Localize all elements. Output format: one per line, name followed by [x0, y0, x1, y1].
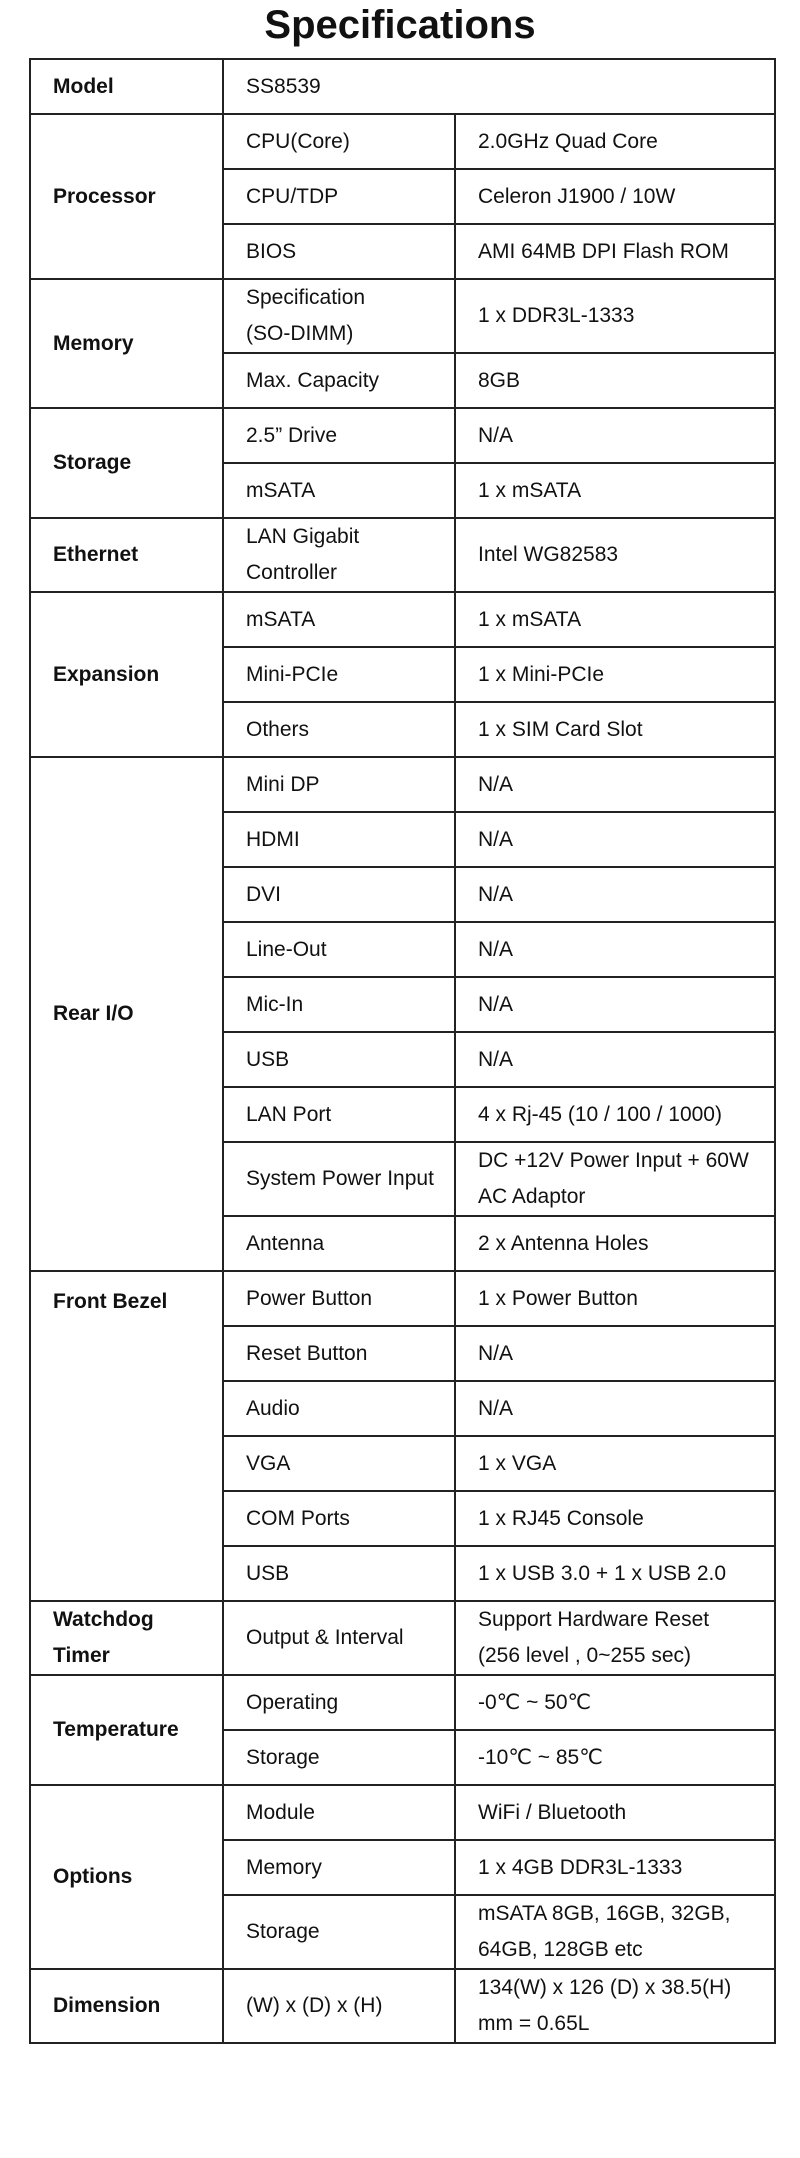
spec-label-cell: Operating — [223, 1675, 455, 1730]
category-cell-storage: Storage — [30, 408, 223, 518]
spec-value-cell: N/A — [455, 812, 775, 867]
spec-label-cell: Output & Interval — [223, 1601, 455, 1675]
spec-value-cell: WiFi / Bluetooth — [455, 1785, 775, 1840]
spec-label-cell: BIOS — [223, 224, 455, 279]
spec-value-cell: Support Hardware Reset (256 level , 0~255 sec) — [455, 1601, 775, 1675]
spec-label-cell: Module — [223, 1785, 455, 1840]
spec-label-cell: (W) x (D) x (H) — [223, 1969, 455, 2043]
spec-value-cell: 1 x mSATA — [455, 463, 775, 518]
spec-label-cell: Max. Capacity — [223, 353, 455, 408]
category-cell-model: Model — [30, 59, 223, 114]
spec-label-cell: COM Ports — [223, 1491, 455, 1546]
spec-label-cell: HDMI — [223, 812, 455, 867]
spec-label-cell: LAN Gigabit Controller — [223, 518, 455, 592]
category-cell-dimension: Dimension — [30, 1969, 223, 2043]
spec-label-cell: mSATA — [223, 463, 455, 518]
spec-value-cell: -10℃ ~ 85℃ — [455, 1730, 775, 1785]
category-cell-processor: Processor — [30, 114, 223, 279]
spec-label-cell: System Power Input — [223, 1142, 455, 1216]
spec-value-cell: N/A — [455, 1381, 775, 1436]
spec-value-cell: 1 x DDR3L-1333 — [455, 279, 775, 353]
spec-value-cell: 1 x SIM Card Slot — [455, 702, 775, 757]
spec-value-cell: 4 x Rj-45 (10 / 100 / 1000) — [455, 1087, 775, 1142]
spec-value-cell: -0℃ ~ 50℃ — [455, 1675, 775, 1730]
specifications-table — [29, 58, 776, 2044]
spec-value-cell: 1 x 4GB DDR3L-1333 — [455, 1840, 775, 1895]
spec-label-cell: Power Button — [223, 1271, 455, 1326]
spec-value-cell: 8GB — [455, 353, 775, 408]
spec-label-cell: Others — [223, 702, 455, 757]
table-row — [30, 1271, 775, 1326]
spec-label-cell: Mini DP — [223, 757, 455, 812]
table-row — [30, 757, 775, 812]
table-row — [30, 114, 775, 169]
spec-label-cell: Storage — [223, 1895, 455, 1969]
spec-value-cell: N/A — [455, 1326, 775, 1381]
spec-label-cell: VGA — [223, 1436, 455, 1491]
table-row — [30, 1969, 775, 2043]
spec-label-cell: LAN Port — [223, 1087, 455, 1142]
spec-label-cell: Storage — [223, 1730, 455, 1785]
spec-label-cell: Mic-In — [223, 977, 455, 1032]
spec-value-cell: Celeron J1900 / 10W — [455, 169, 775, 224]
spec-label-cell: SS8539 — [223, 59, 775, 114]
spec-label-cell: Reset Button — [223, 1326, 455, 1381]
category-cell-temperature: Temperature — [30, 1675, 223, 1785]
table-row — [30, 279, 775, 353]
spec-label-cell: Specification (SO-DIMM) — [223, 279, 455, 353]
category-cell-expansion: Expansion — [30, 592, 223, 757]
spec-label-cell: Line-Out — [223, 922, 455, 977]
category-cell-ethernet: Ethernet — [30, 518, 223, 592]
spec-label-cell: Memory — [223, 1840, 455, 1895]
table-row — [30, 1601, 775, 1675]
spec-label-cell: mSATA — [223, 592, 455, 647]
table-row — [30, 59, 775, 114]
category-cell-watchdog-timer: Watchdog Timer — [30, 1601, 223, 1675]
spec-label-cell: USB — [223, 1032, 455, 1087]
category-cell-memory: Memory — [30, 279, 223, 408]
spec-value-cell: 2 x Antenna Holes — [455, 1216, 775, 1271]
spec-label-cell: USB — [223, 1546, 455, 1601]
spec-label-cell: Audio — [223, 1381, 455, 1436]
spec-value-cell: N/A — [455, 867, 775, 922]
spec-value-cell: N/A — [455, 977, 775, 1032]
table-row — [30, 518, 775, 592]
spec-value-cell: Intel WG82583 — [455, 518, 775, 592]
table-row — [30, 1785, 775, 1840]
spec-value-cell: 1 x USB 3.0 + 1 x USB 2.0 — [455, 1546, 775, 1601]
spec-value-cell: 1 x Power Button — [455, 1271, 775, 1326]
spec-label-cell: CPU/TDP — [223, 169, 455, 224]
spec-value-cell: 1 x Mini-PCIe — [455, 647, 775, 702]
table-row — [30, 1675, 775, 1730]
spec-label-cell: Mini-PCIe — [223, 647, 455, 702]
spec-value-cell: DC +12V Power Input + 60W AC Adaptor — [455, 1142, 775, 1216]
spec-value-cell: 1 x mSATA — [455, 592, 775, 647]
table-row — [30, 408, 775, 463]
spec-label-cell: 2.5” Drive — [223, 408, 455, 463]
category-cell-front-bezel: Front Bezel — [30, 1271, 223, 1601]
spec-value-cell: 1 x RJ45 Console — [455, 1491, 775, 1546]
spec-value-cell: AMI 64MB DPI Flash ROM — [455, 224, 775, 279]
category-cell-rear-i-o: Rear I/O — [30, 757, 223, 1271]
spec-value-cell: mSATA 8GB, 16GB, 32GB, 64GB, 128GB etc — [455, 1895, 775, 1969]
page-title: Specifications — [264, 3, 536, 47]
category-cell-options: Options — [30, 1785, 223, 1969]
spec-value-cell: N/A — [455, 757, 775, 812]
spec-label-cell: Antenna — [223, 1216, 455, 1271]
spec-value-cell: N/A — [455, 408, 775, 463]
spec-value-cell: N/A — [455, 1032, 775, 1087]
spec-value-cell: 1 x VGA — [455, 1436, 775, 1491]
spec-value-cell: 134(W) x 126 (D) x 38.5(H) mm = 0.65L — [455, 1969, 775, 2043]
spec-label-cell: DVI — [223, 867, 455, 922]
spec-label-cell: CPU(Core) — [223, 114, 455, 169]
spec-value-cell: N/A — [455, 922, 775, 977]
table-row — [30, 592, 775, 647]
spec-value-cell: 2.0GHz Quad Core — [455, 114, 775, 169]
